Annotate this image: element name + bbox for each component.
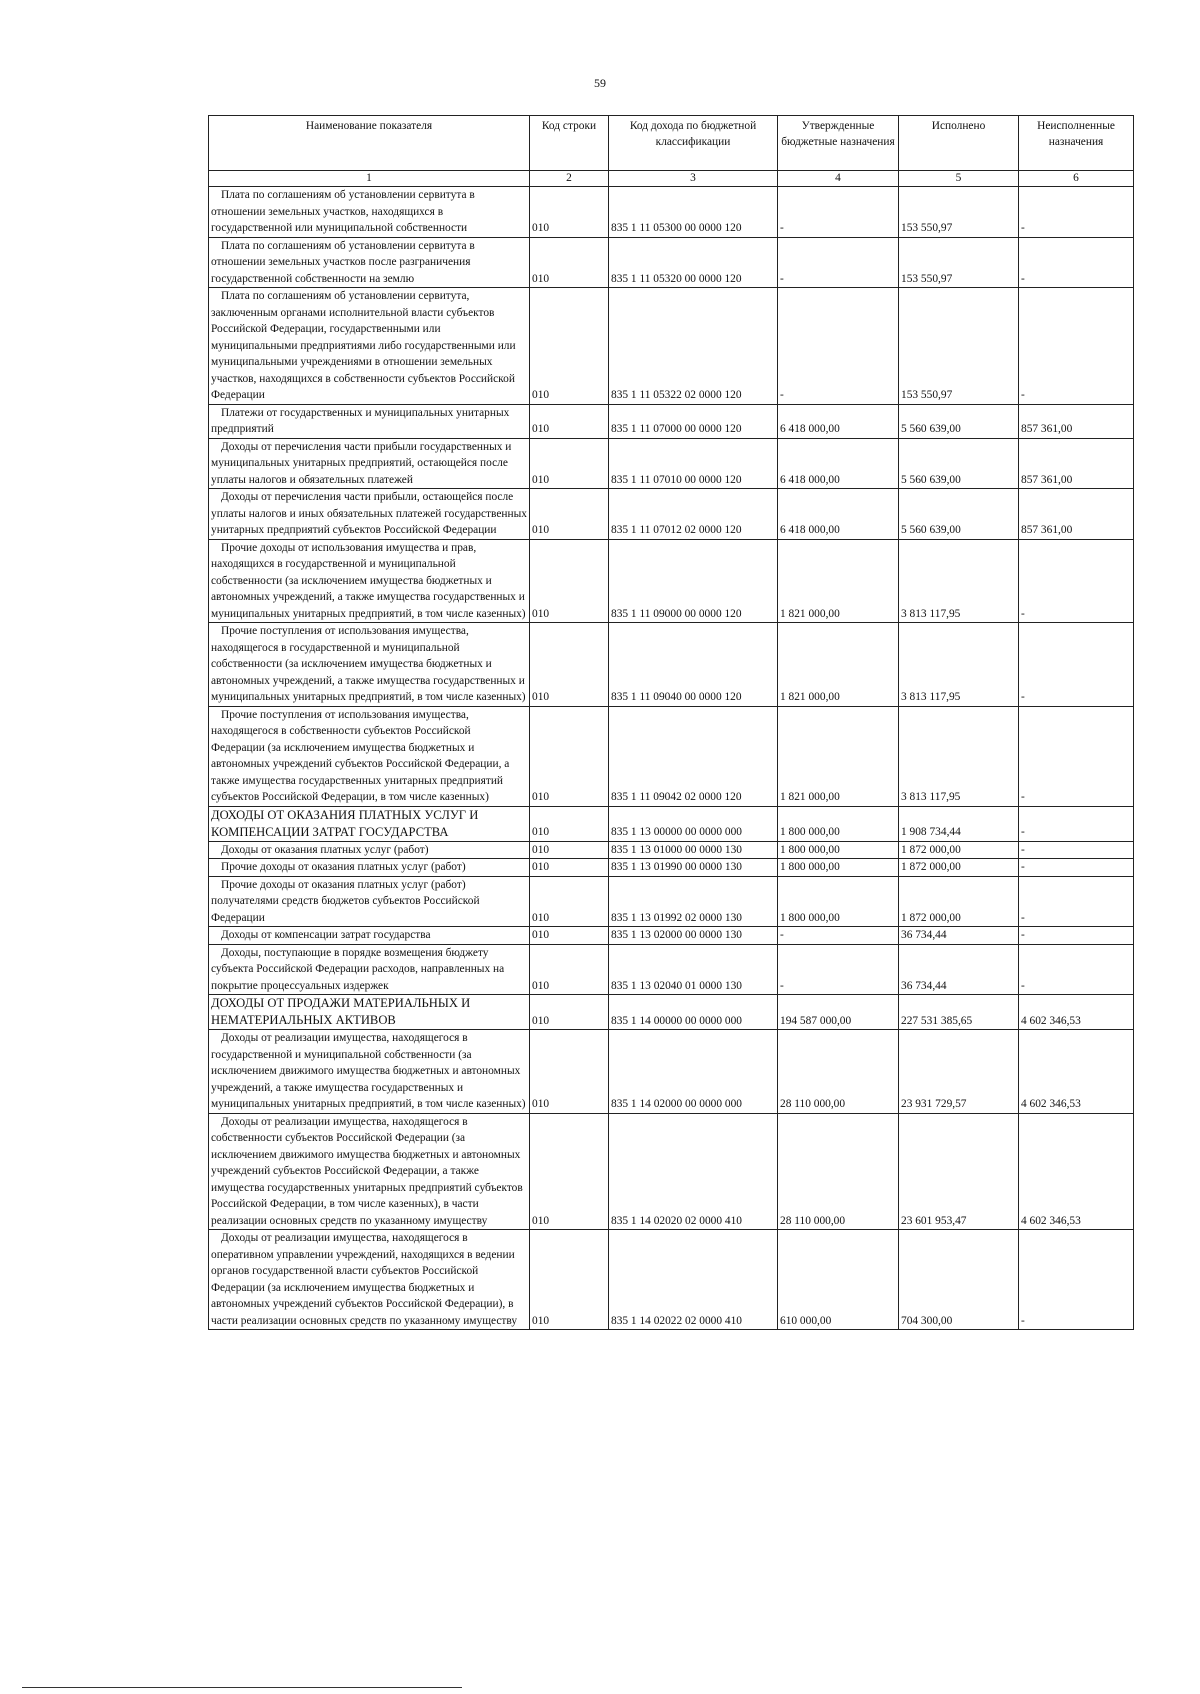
row-code-cell: 010 <box>530 1230 609 1330</box>
table-row <box>209 995 1134 1030</box>
unexecuted-cell: - <box>1019 237 1134 288</box>
unexecuted-cell: - <box>1019 706 1134 806</box>
column-number: 3 <box>609 171 778 187</box>
budget-code-cell: 835 1 11 07000 00 0000 120 <box>609 404 778 438</box>
approved-cell: 6 418 000,00 <box>778 438 899 489</box>
table-row <box>209 1030 1134 1114</box>
executed-cell: 5 560 639,00 <box>899 489 1019 540</box>
indicator-name-cell: Прочие доходы от оказания платных услуг (работ) получателями средств бюджетов субъектов Российской Федерации <box>209 876 530 927</box>
row-code-cell: 010 <box>530 187 609 238</box>
header-row-code: Код строки <box>530 116 609 171</box>
indicator-name-cell: Доходы, поступающие в порядке возмещения бюджету субъекта Российской Федерации расходов, направленных на покрытие процессуальных издержек <box>209 944 530 995</box>
indicator-name-cell: Платежи от государственных и муниципальных унитарных предприятий <box>209 404 530 438</box>
row-code-cell: 010 <box>530 489 609 540</box>
executed-cell: 5 560 639,00 <box>899 404 1019 438</box>
row-code-cell: 010 <box>530 288 609 405</box>
executed-cell: 3 813 117,95 <box>899 706 1019 806</box>
approved-cell: 1 821 000,00 <box>778 539 899 623</box>
table-row <box>209 706 1134 806</box>
table-row <box>209 404 1134 438</box>
budget-code-cell: 835 1 11 07012 02 0000 120 <box>609 489 778 540</box>
table-row <box>209 623 1134 707</box>
indicator-name-cell: ДОХОДЫ ОТ ОКАЗАНИЯ ПЛАТНЫХ УСЛУГ И КОМПЕНСАЦИИ ЗАТРАТ ГОСУДАРСТВА <box>209 806 530 841</box>
indicator-name-cell: Доходы от оказания платных услуг (работ) <box>209 841 530 859</box>
budget-code-cell: 835 1 13 00000 00 0000 000 <box>609 806 778 841</box>
approved-cell: 1 800 000,00 <box>778 859 899 877</box>
row-code-cell: 010 <box>530 1030 609 1114</box>
header-row <box>209 116 1134 171</box>
row-code-cell: 010 <box>530 404 609 438</box>
table-body <box>209 187 1134 1330</box>
row-code-cell: 010 <box>530 876 609 927</box>
approved-cell: 1 821 000,00 <box>778 706 899 806</box>
row-code-cell: 010 <box>530 927 609 945</box>
executed-cell: 153 550,97 <box>899 288 1019 405</box>
unexecuted-cell: - <box>1019 806 1134 841</box>
budget-code-cell: 835 1 11 05322 02 0000 120 <box>609 288 778 405</box>
executed-cell: 36 734,44 <box>899 944 1019 995</box>
approved-cell: 6 418 000,00 <box>778 489 899 540</box>
header-approved: Утвержденные бюджетные назначения <box>778 116 899 171</box>
table-row <box>209 539 1134 623</box>
executed-cell: 704 300,00 <box>899 1230 1019 1330</box>
approved-cell: - <box>778 288 899 405</box>
approved-cell: - <box>778 944 899 995</box>
income-table <box>208 115 1134 1330</box>
budget-code-cell: 835 1 13 02040 01 0000 130 <box>609 944 778 995</box>
indicator-name-cell: Доходы от перечисления части прибыли, остающейся после уплаты налогов и иных обязательных платежей государственных унитарных предприятий субъектов Российской Федерации <box>209 489 530 540</box>
approved-cell: 1 800 000,00 <box>778 876 899 927</box>
executed-cell: 1 872 000,00 <box>899 876 1019 927</box>
row-code-cell: 010 <box>530 706 609 806</box>
unexecuted-cell: 4 602 346,53 <box>1019 995 1134 1030</box>
approved-cell: 1 800 000,00 <box>778 806 899 841</box>
executed-cell: 153 550,97 <box>899 237 1019 288</box>
row-code-cell: 010 <box>530 806 609 841</box>
budget-code-cell: 835 1 13 01000 00 0000 130 <box>609 841 778 859</box>
budget-code-cell: 835 1 11 09042 02 0000 120 <box>609 706 778 806</box>
approved-cell: 28 110 000,00 <box>778 1030 899 1114</box>
column-number: 6 <box>1019 171 1134 187</box>
column-number: 4 <box>778 171 899 187</box>
unexecuted-cell: 857 361,00 <box>1019 489 1134 540</box>
approved-cell: 1 821 000,00 <box>778 623 899 707</box>
executed-cell: 1 872 000,00 <box>899 841 1019 859</box>
unexecuted-cell: - <box>1019 187 1134 238</box>
budget-code-cell: 835 1 13 01990 00 0000 130 <box>609 859 778 877</box>
executed-cell: 23 601 953,47 <box>899 1113 1019 1230</box>
page-number: 59 <box>594 76 606 90</box>
approved-cell: - <box>778 237 899 288</box>
unexecuted-cell: - <box>1019 841 1134 859</box>
approved-cell: 28 110 000,00 <box>778 1113 899 1230</box>
table-row <box>209 876 1134 927</box>
unexecuted-cell: - <box>1019 539 1134 623</box>
table-row <box>209 1230 1134 1330</box>
budget-code-cell: 835 1 11 05300 00 0000 120 <box>609 187 778 238</box>
row-code-cell: 010 <box>530 841 609 859</box>
row-code-cell: 010 <box>530 859 609 877</box>
budget-code-cell: 835 1 13 01992 02 0000 130 <box>609 876 778 927</box>
row-code-cell: 010 <box>530 237 609 288</box>
indicator-name-cell: Плата по соглашениям об установлении сервитута, заключенным органами исполнительной власти субъектов Российской Федерации, государственными или муниципальными предприятиями либо государственными или муниципальными учреждениями в отношении земельных участков, находящихся в собственности субъектов Российской Федерации <box>209 288 530 405</box>
unexecuted-cell: 857 361,00 <box>1019 438 1134 489</box>
footer-rule <box>22 1687 462 1688</box>
indicator-name-cell: Доходы от компенсации затрат государства <box>209 927 530 945</box>
table-row <box>209 927 1134 945</box>
budget-code-cell: 835 1 14 02022 02 0000 410 <box>609 1230 778 1330</box>
budget-code-cell: 835 1 11 09000 00 0000 120 <box>609 539 778 623</box>
row-code-cell: 010 <box>530 944 609 995</box>
indicator-name-cell: Доходы от перечисления части прибыли государственных и муниципальных унитарных предприятий, остающейся после уплаты налогов и обязательных платежей <box>209 438 530 489</box>
indicator-name-cell: Доходы от реализации имущества, находящегося в государственной и муниципальной собственности (за исключением движимого имущества бюджетных и автономных учреждений, а также имущества государственных и муниципальных унитарных предприятий, в том числе казенных) <box>209 1030 530 1114</box>
indicator-name-cell: Прочие поступления от использования имущества, находящегося в государственной и муниципальной собственности (за исключением имущества бюджетных и автономных учреждений, а также имущества государственных и муниципальных унитарных предприятий, в том числе казенных) <box>209 623 530 707</box>
row-code-cell: 010 <box>530 995 609 1030</box>
row-code-cell: 010 <box>530 438 609 489</box>
executed-cell: 3 813 117,95 <box>899 623 1019 707</box>
budget-code-cell: 835 1 11 05320 00 0000 120 <box>609 237 778 288</box>
row-code-cell: 010 <box>530 1113 609 1230</box>
column-number: 2 <box>530 171 609 187</box>
header-executed: Исполнено <box>899 116 1019 171</box>
column-number: 1 <box>209 171 530 187</box>
indicator-name-cell: Прочие доходы от использования имущества и прав, находящихся в государственной и муниципальной собственности (за исключением имущества бюджетных и автономных учреждений, а также имущества государственных и муниципальных унитарных предприятий, в том числе казенных) <box>209 539 530 623</box>
table-row <box>209 841 1134 859</box>
unexecuted-cell: 857 361,00 <box>1019 404 1134 438</box>
row-code-cell: 010 <box>530 623 609 707</box>
approved-cell: - <box>778 927 899 945</box>
table-row <box>209 489 1134 540</box>
approved-cell: 1 800 000,00 <box>778 841 899 859</box>
unexecuted-cell: 4 602 346,53 <box>1019 1113 1134 1230</box>
header-unexecuted: Неисполненные назначения <box>1019 116 1134 171</box>
unexecuted-cell: - <box>1019 859 1134 877</box>
executed-cell: 1 872 000,00 <box>899 859 1019 877</box>
header-indicator-name: Наименование показателя <box>209 116 530 171</box>
approved-cell: 610 000,00 <box>778 1230 899 1330</box>
unexecuted-cell: - <box>1019 876 1134 927</box>
executed-cell: 227 531 385,65 <box>899 995 1019 1030</box>
executed-cell: 1 908 734,44 <box>899 806 1019 841</box>
executed-cell: 5 560 639,00 <box>899 438 1019 489</box>
unexecuted-cell: - <box>1019 1230 1134 1330</box>
approved-cell: 6 418 000,00 <box>778 404 899 438</box>
indicator-name-cell: ДОХОДЫ ОТ ПРОДАЖИ МАТЕРИАЛЬНЫХ И НЕМАТЕРИАЛЬНЫХ АКТИВОВ <box>209 995 530 1030</box>
row-code-cell: 010 <box>530 539 609 623</box>
approved-cell: - <box>778 187 899 238</box>
indicator-name-cell: Прочие поступления от использования имущества, находящегося в собственности субъектов Российской Федерации (за исключением имущества бюджетных и автономных учреждений субъектов Российской Федерации, а также имущества государственных унитарных предприятий субъектов Российской Федерации, в том числе казенных) <box>209 706 530 806</box>
table-row <box>209 288 1134 405</box>
unexecuted-cell: - <box>1019 288 1134 405</box>
executed-cell: 153 550,97 <box>899 187 1019 238</box>
table-row <box>209 1113 1134 1230</box>
table-row <box>209 438 1134 489</box>
indicator-name-cell: Доходы от реализации имущества, находящегося в собственности субъектов Российской Федерации (за исключением движимого имущества бюджетных и автономных учреждений субъектов Российской Федерации, а также имущества государственных унитарных предприятий субъектов Российской Федерации, в том числе казенных), в части реализации основных средств по указанному имуществу <box>209 1113 530 1230</box>
indicator-name-cell: Прочие доходы от оказания платных услуг (работ) <box>209 859 530 877</box>
budget-code-cell: 835 1 14 02000 00 0000 000 <box>609 1030 778 1114</box>
table-row <box>209 944 1134 995</box>
column-number: 5 <box>899 171 1019 187</box>
indicator-name-cell: Плата по соглашениям об установлении сервитута в отношении земельных участков, находящихся в государственной или муниципальной собственности <box>209 187 530 238</box>
executed-cell: 3 813 117,95 <box>899 539 1019 623</box>
indicator-name-cell: Доходы от реализации имущества, находящегося в оперативном управлении учреждений, находящихся в ведении органов государственной власти субъектов Российской Федерации (за исключением имущества бюджетных и автономных учреждений субъектов Российской Федерации), в части реализации основных средств по указанному имуществу <box>209 1230 530 1330</box>
budget-code-cell: 835 1 14 02020 02 0000 410 <box>609 1113 778 1230</box>
table-row <box>209 859 1134 877</box>
approved-cell: 194 587 000,00 <box>778 995 899 1030</box>
budget-code-cell: 835 1 14 00000 00 0000 000 <box>609 995 778 1030</box>
table-row <box>209 237 1134 288</box>
unexecuted-cell: - <box>1019 927 1134 945</box>
budget-code-cell: 835 1 13 02000 00 0000 130 <box>609 927 778 945</box>
executed-cell: 23 931 729,57 <box>899 1030 1019 1114</box>
unexecuted-cell: 4 602 346,53 <box>1019 1030 1134 1114</box>
indicator-name-cell: Плата по соглашениям об установлении сервитута в отношении земельных участков после разграничения государственной собственности на землю <box>209 237 530 288</box>
table-row <box>209 806 1134 841</box>
budget-code-cell: 835 1 11 09040 00 0000 120 <box>609 623 778 707</box>
header-budget-code: Код дохода по бюджетной классификации <box>609 116 778 171</box>
column-number-row <box>209 171 1134 187</box>
unexecuted-cell: - <box>1019 623 1134 707</box>
unexecuted-cell: - <box>1019 944 1134 995</box>
table-row <box>209 187 1134 238</box>
budget-code-cell: 835 1 11 07010 00 0000 120 <box>609 438 778 489</box>
executed-cell: 36 734,44 <box>899 927 1019 945</box>
